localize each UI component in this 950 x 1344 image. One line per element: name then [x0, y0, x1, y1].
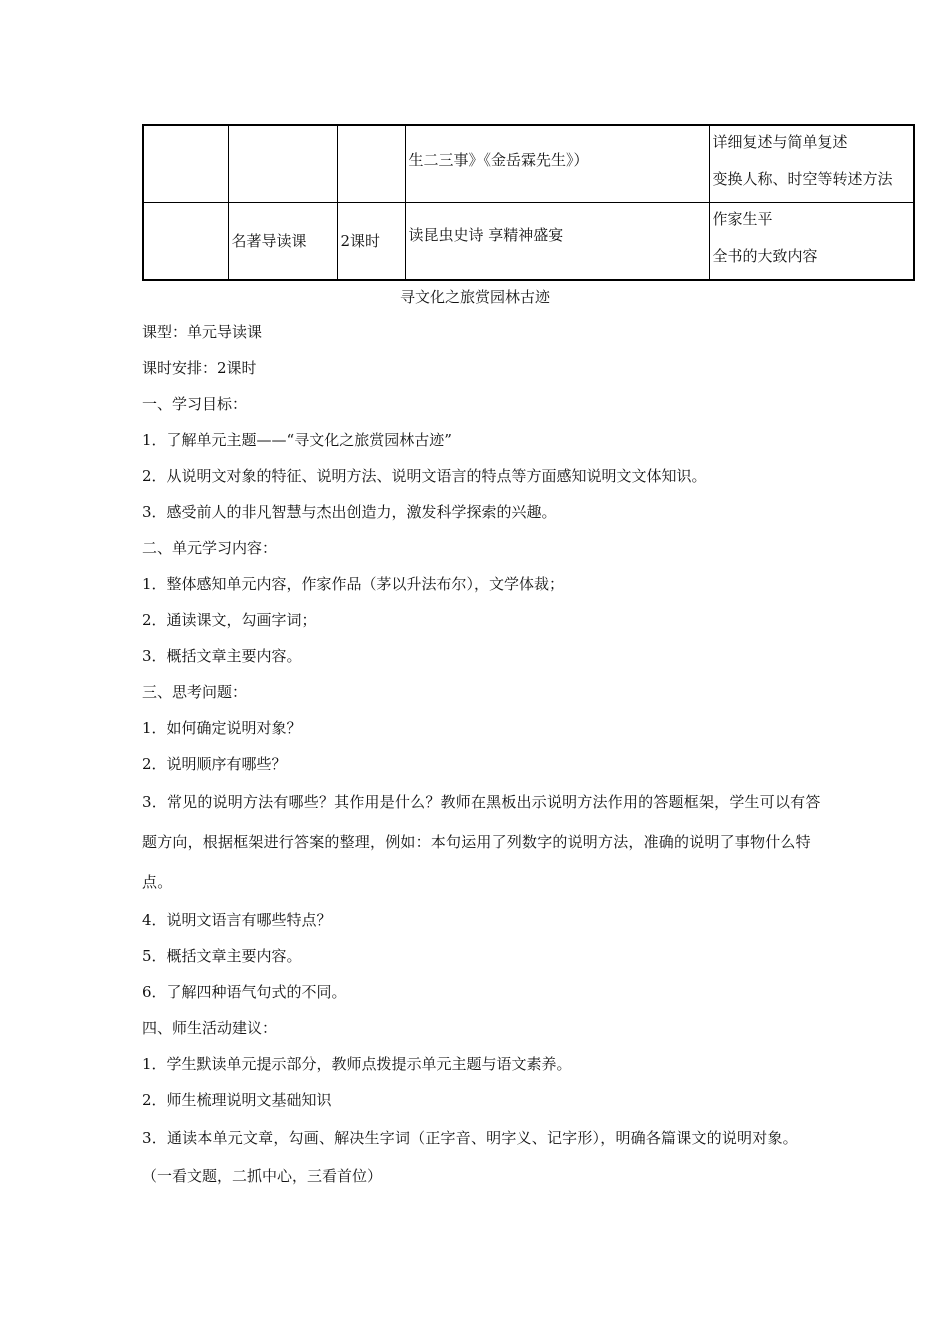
paragraph: 2．从说明文对象的特征、说明方法、说明文语言的特点等方面感知说明文文体知识。: [142, 467, 707, 485]
paragraph: 2．师生梳理说明文基础知识: [142, 1091, 332, 1109]
paragraph: 3．感受前人的非凡智慧与杰出创造力，激发科学探索的兴趣。: [142, 503, 557, 521]
paragraph: 1．学生默读单元提示部分，教师点拨提示单元主题与语文素养。: [142, 1055, 572, 1073]
cell-line: 详细复述与简单复述: [712, 133, 848, 151]
paragraph: 4．说明文语言有哪些特点？: [142, 911, 332, 929]
paragraph: 课时安排：2课时: [142, 359, 257, 377]
paragraph: 3．通读本单元文章，勾画、解决生字词（正字音、明字义、记字形），明确各篇课文的说明对象。: [142, 1129, 798, 1147]
table-cell: [337, 125, 405, 203]
table-cell: [709, 125, 914, 203]
paragraph: （一看文题，二抓中心，三看首位）: [142, 1167, 383, 1185]
cell-line: 全书的大致内容: [712, 247, 818, 265]
document-title: 寻文化之旅赏园林古迹: [399, 288, 550, 306]
paragraph: 6．了解四种语气句式的不同。: [142, 983, 347, 1001]
table-cell: 生二三事》《金岳霖先生》）: [405, 125, 709, 203]
paragraph: 1．如何确定说明对象？: [142, 719, 302, 737]
paragraph: 2．说明顺序有哪些？: [142, 755, 287, 773]
cell-line: 作家生平: [712, 210, 773, 228]
paragraph: 3．概括文章主要内容。: [142, 647, 302, 665]
table-cell: [143, 203, 228, 281]
section-heading: 四、师生活动建议：: [142, 1019, 278, 1037]
paragraph: 3．常见的说明方法有哪些？其作用是什么？教师在黑板出示说明方法作用的答题框架，学生可以有答题方向，根据框架进行答案的整理，例如：本句运用了列数字的说明方法，准确的说明了事物什么特点。: [142, 793, 821, 891]
paragraph: 5．概括文章主要内容。: [142, 947, 302, 965]
document-body: [142, 314, 822, 1194]
table-cell: 名著导读课: [228, 203, 337, 281]
section-heading: 二、单元学习内容：: [142, 539, 278, 557]
section-heading: 三、思考问题：: [142, 683, 248, 701]
table-cell: [228, 125, 337, 203]
lesson-plan-table: [142, 124, 915, 281]
paragraph: 1．了解单元主题——“寻文化之旅赏园林古迹”: [142, 431, 452, 449]
table-cell: [143, 125, 228, 203]
paragraph: 1．整体感知单元内容，作家作品（茅以升法布尔），文学体裁；: [142, 575, 565, 593]
paragraph: 课型：单元导读课: [142, 323, 263, 341]
table-cell: 读昆虫史诗 享精神盛宴: [405, 203, 709, 281]
table-row: [143, 125, 914, 203]
section-heading: 一、学习目标：: [142, 395, 248, 413]
table-cell: [709, 203, 914, 281]
paragraph: 2．通读课文，勾画字词；: [142, 611, 317, 629]
table-cell: 2课时: [337, 203, 405, 281]
cell-line: 变换人称、时空等转述方法: [712, 170, 893, 188]
table-row: [143, 203, 914, 281]
